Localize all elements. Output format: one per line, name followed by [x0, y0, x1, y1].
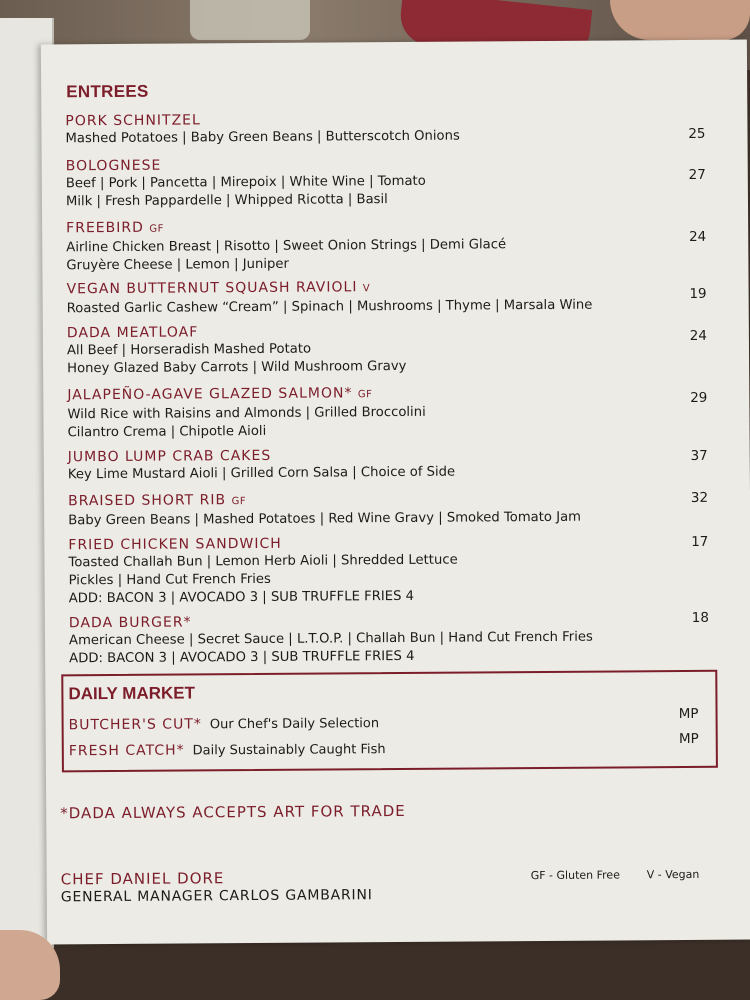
item-desc: ADD: BACON 3 | AVOCADO 3 | SUB TRUFFLE FRIES 4 — [69, 648, 415, 667]
menu-item — [67, 276, 707, 318]
item-name: BOLOGNESE — [65, 157, 162, 175]
market-item-price: MP — [678, 705, 699, 723]
market-item — [68, 730, 699, 760]
item-desc: Milk | Fresh Pappardelle | Whipped Ricotta | Basil — [65, 192, 388, 210]
menu-item — [67, 382, 707, 442]
item-price: 24 — [688, 228, 707, 245]
market-item-name: BUTCHER'S CUT* — [68, 716, 202, 734]
menu-item — [67, 320, 707, 378]
item-price: 27 — [688, 166, 706, 183]
menu-item — [65, 108, 705, 148]
daily-market-title: DAILY MARKET — [68, 683, 196, 704]
item-price: 29 — [690, 389, 708, 406]
item-name: BRAISED SHORT RIB — [68, 492, 227, 510]
chef-name: CHEF DANIEL DORE — [60, 869, 225, 889]
menu-item — [68, 532, 708, 608]
item-desc: Roasted Garlic Cashew “Cream” | Spinach | Mushrooms | Thyme | Marsala Wine — [66, 297, 593, 317]
item-name: VEGAN BUTTERNUT SQUASH RAVIOLI — [66, 279, 358, 298]
item-price: 24 — [689, 327, 707, 344]
item-price: 25 — [688, 125, 706, 142]
hand-finger — [610, 0, 750, 40]
item-desc: Honey Glazed Baby Carrots | Wild Mushroom Gravy — [67, 358, 407, 377]
market-item-desc: Daily Sustainably Caught Fish — [192, 742, 386, 759]
footnote: *DADA ALWAYS ACCEPTS ART FOR TRADE — [60, 801, 406, 823]
menu-item — [68, 488, 708, 530]
item-desc: Airline Chicken Breast | Risotto | Sweet Onion Strings | Demi Glacé — [66, 237, 507, 256]
item-desc: American Cheese | Secret Sauce | L.T.O.P. | Challah Bun | Hand Cut French Fries — [68, 629, 593, 649]
item-price: 32 — [690, 489, 709, 506]
daily-market-box — [61, 670, 718, 773]
item-name: DADA MEATLOAF — [66, 324, 199, 342]
item-name: JUMBO LUMP CRAB CAKES — [67, 447, 272, 466]
menu-item — [68, 444, 708, 484]
item-desc: ADD: BACON 3 | AVOCADO 3 | SUB TRUFFLE FRIES 4 — [68, 588, 415, 607]
menu-item — [66, 153, 706, 211]
item-desc: Wild Rice with Raisins and Almonds | Grilled Broccolini — [67, 404, 426, 423]
legend-gluten-free: GF - Gluten Free — [530, 868, 620, 883]
item-price: 18 — [691, 609, 709, 626]
item-desc: Baby Green Beans | Mashed Potatoes | Red Wine Gravy | Smoked Tomato Jam — [68, 509, 582, 529]
market-item-price: MP — [678, 730, 699, 748]
item-price: 37 — [690, 447, 708, 464]
item-desc: Key Lime Mustard Aioli | Grilled Corn Salsa | Choice of Side — [67, 464, 456, 483]
menu-item — [69, 610, 709, 668]
menu-page — [41, 40, 750, 945]
item-tag: GF — [149, 223, 164, 235]
menu-item — [66, 215, 706, 275]
market-item-desc: Our Chef's Daily Selection — [209, 716, 380, 733]
item-name: JALAPEÑO-AGAVE GLAZED SALMON* — [67, 385, 353, 404]
market-item-name: FRESH CATCH* — [68, 742, 185, 760]
section-title: ENTREES — [66, 81, 149, 102]
item-name: FREEBIRD — [66, 219, 144, 237]
item-price: 17 — [691, 533, 709, 550]
item-desc: Pickles | Hand Cut French Fries — [68, 571, 271, 589]
market-item — [68, 705, 699, 734]
item-tag: GF — [357, 389, 373, 401]
general-manager: GENERAL MANAGER CARLOS GAMBARINI — [60, 887, 373, 906]
item-name: FRIED CHICKEN SANDWICH — [68, 535, 282, 554]
legend-vegan: V - Vegan — [646, 867, 700, 882]
item-tag: V — [362, 283, 371, 295]
item-desc: All Beef | Horseradish Mashed Potato — [66, 341, 312, 359]
item-desc: Gruyère Cheese | Lemon | Juniper — [66, 256, 289, 274]
item-desc: Beef | Pork | Pancetta | Mirepoix | White Wine | Tomato — [65, 173, 426, 192]
item-tag: GF — [231, 496, 247, 508]
item-price: 19 — [689, 285, 707, 302]
item-desc: Mashed Potatoes | Baby Green Beans | Butterscotch Onions — [65, 128, 460, 147]
item-name: DADA BURGER* — [68, 614, 192, 632]
item-desc: Cilantro Crema | Chipotle Aioli — [67, 423, 267, 441]
water-glass — [190, 0, 310, 40]
item-desc: Toasted Challah Bun | Lemon Herb Aioli | Shredded Lettuce — [68, 552, 458, 571]
item-name: PORK SCHNITZEL — [65, 112, 201, 130]
